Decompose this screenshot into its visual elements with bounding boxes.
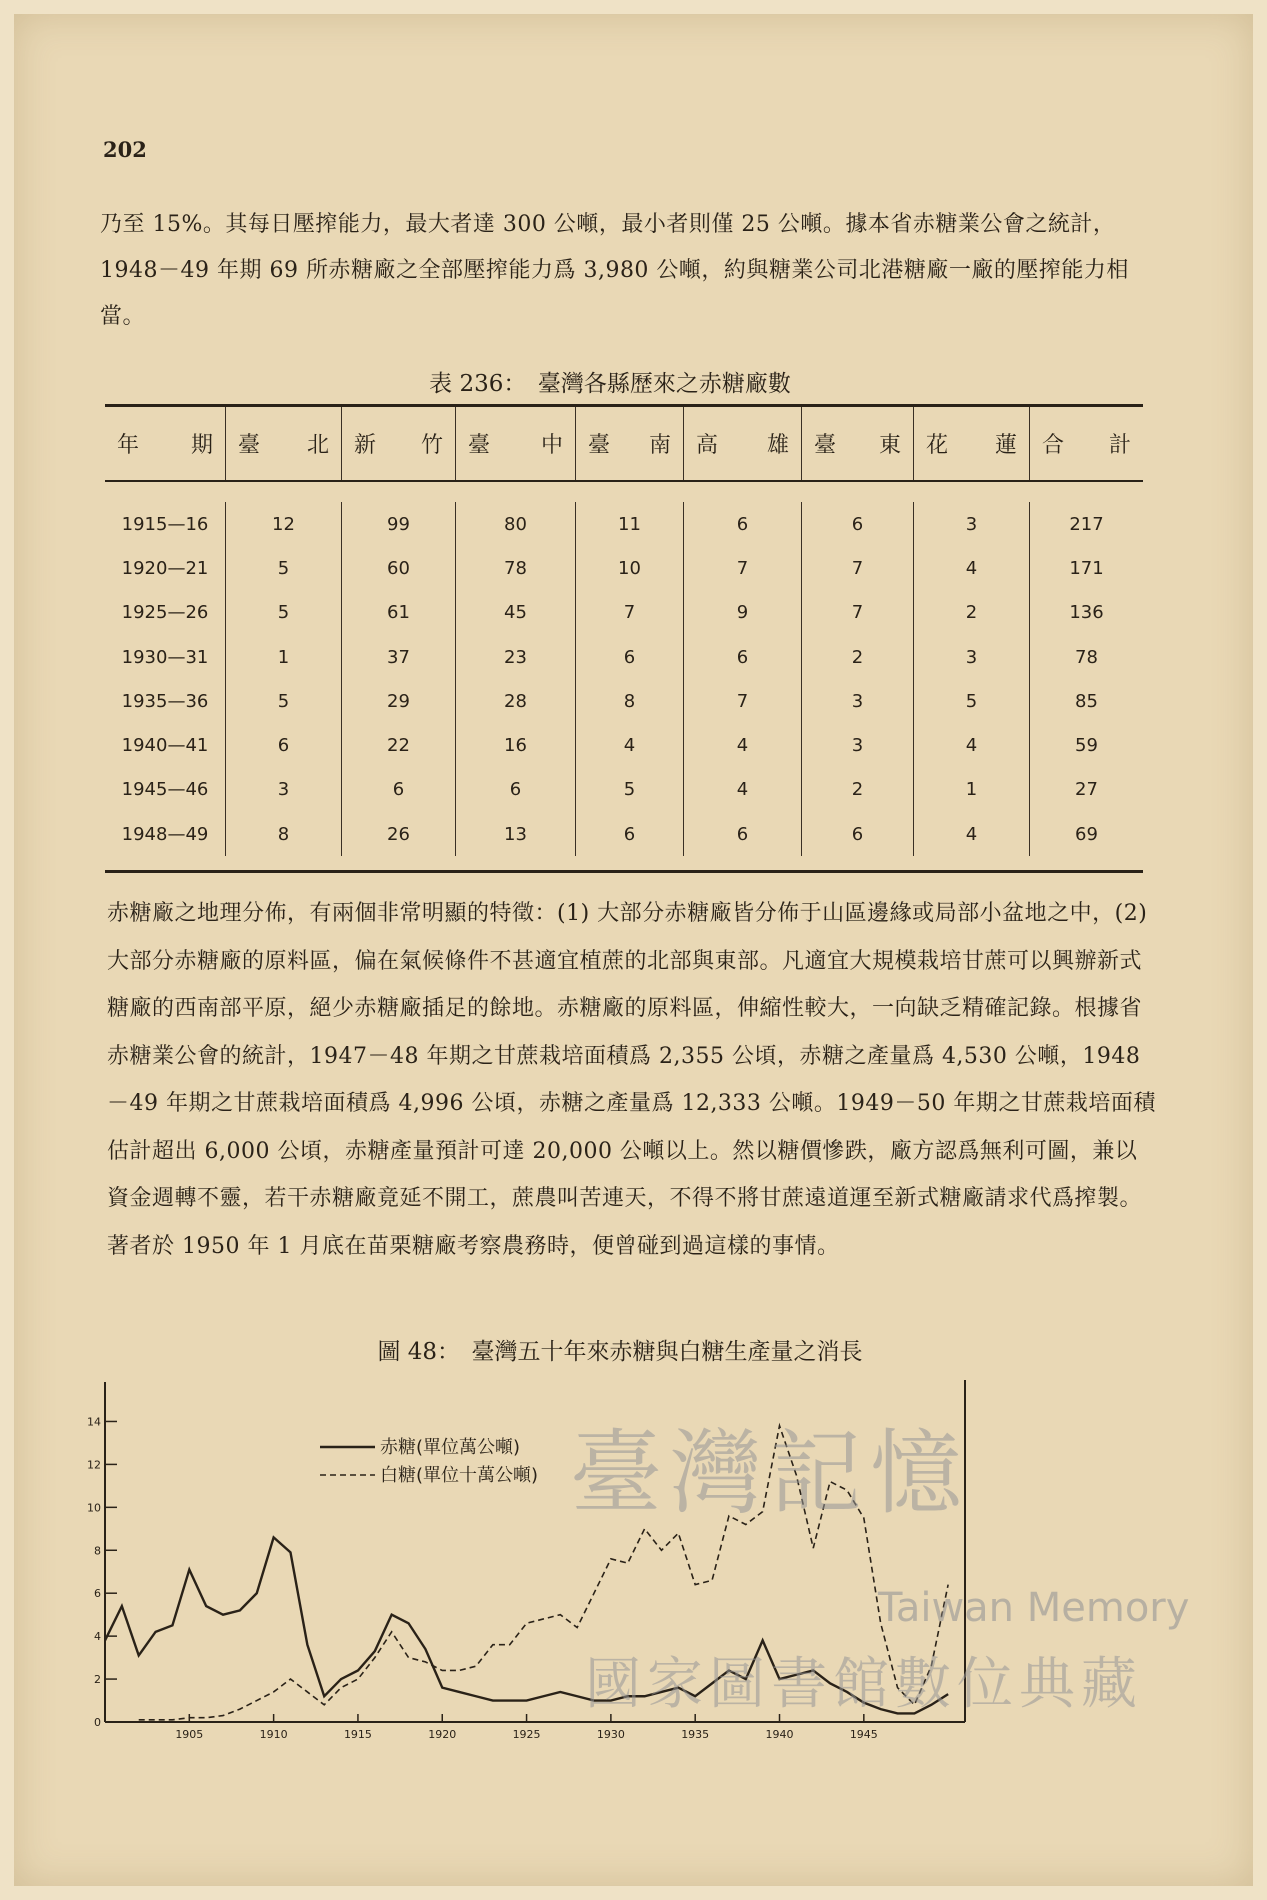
x-tick-label: 1920	[428, 1728, 457, 1741]
table-cell: 1940—41	[121, 735, 209, 757]
table-cell: 5	[225, 546, 341, 590]
table-cell: 60	[341, 546, 455, 590]
table-cell: 5	[225, 591, 341, 635]
table-header-cell: 臺 南	[575, 407, 683, 480]
sugar-factory-table	[105, 404, 1143, 873]
table-cell: 13	[455, 812, 575, 856]
table-cell: 2	[801, 635, 913, 679]
y-tick-label: 4	[94, 1630, 101, 1644]
table-cell: 3	[801, 679, 913, 723]
table-cell: 12	[225, 502, 341, 546]
table-cell: 4	[913, 812, 1029, 856]
table-cell: 171	[1029, 546, 1143, 590]
table-cell: 22	[341, 723, 455, 767]
table-cell: 5	[225, 679, 341, 723]
table-cell: 2	[913, 591, 1029, 635]
y-tick-label: 12	[87, 1458, 101, 1472]
table-cell: 217	[1029, 502, 1143, 546]
table-cell: 1935—36	[121, 690, 209, 712]
table-cell: 10	[575, 546, 683, 590]
table-cell: 1925—26	[121, 602, 209, 624]
table-header-cell: 臺 中	[455, 407, 575, 480]
table-caption: 表 236： 臺灣各縣歷來之赤糖廠數	[429, 371, 791, 397]
table-cell: 6	[225, 723, 341, 767]
table-cell: 37	[341, 635, 455, 679]
table-cell: 8	[575, 679, 683, 723]
table-cell: 3	[913, 635, 1029, 679]
table-cell: 1930—31	[121, 646, 209, 668]
y-tick-label: 10	[87, 1501, 101, 1515]
table-bottom-rule	[105, 870, 1143, 873]
table-row	[105, 635, 1143, 679]
table-cell: 6	[801, 812, 913, 856]
table-cell: 4	[683, 723, 801, 767]
table-cell: 3	[913, 502, 1029, 546]
table-row	[105, 546, 1143, 590]
y-tick-label: 6	[94, 1587, 101, 1601]
table-cell: 4	[683, 768, 801, 812]
table-cell: 59	[1029, 723, 1143, 767]
table-cell: 61	[341, 591, 455, 635]
table-header-cell: 高 雄	[683, 407, 801, 480]
table-header	[105, 407, 1143, 480]
table-cell: 1915—16	[121, 513, 209, 535]
table-row	[105, 768, 1143, 812]
table-cell: 11	[575, 502, 683, 546]
table-header-cell: 合 計	[1029, 407, 1143, 480]
table-cell: 3	[801, 723, 913, 767]
table-cell: 1948—49	[121, 823, 209, 845]
table-cell: 7	[801, 591, 913, 635]
table-cell: 6	[575, 812, 683, 856]
table-header-cell: 花 蓮	[913, 407, 1029, 480]
x-tick-label: 1905	[175, 1728, 204, 1741]
table-row	[105, 502, 1143, 546]
legend-label: 白糖(單位十萬公噸)	[380, 1465, 539, 1486]
watermark-org: 國家圖書館數位典藏	[585, 1652, 1143, 1717]
table-header-cell: 臺 東	[801, 407, 913, 480]
table-cell: 5	[913, 679, 1029, 723]
table-cell: 78	[455, 546, 575, 590]
paragraph-1: 乃至 15%。其每日壓搾能力，最大者達 300 公噸，最小者則僅 25 公噸。據本省赤糖業公會之統計，1948－49 年期 69 所赤糖廠之全部壓搾能力爲 3,980 公噸，約與糖業公司北港糖廠一廠的壓搾能力相當。	[100, 212, 1129, 329]
table-header-cell: 臺 北	[225, 407, 341, 480]
table-cell: 23	[455, 635, 575, 679]
table-body	[105, 482, 1143, 870]
x-tick-label: 1925	[512, 1728, 541, 1741]
table-cell: 4	[913, 546, 1029, 590]
table-cell: 1	[913, 768, 1029, 812]
table-cell: 2	[801, 768, 913, 812]
table-cell: 45	[455, 591, 575, 635]
table-header-cell: 新 竹	[341, 407, 455, 480]
table-cell: 6	[683, 635, 801, 679]
x-tick-label: 1915	[343, 1728, 372, 1741]
table-cell: 6	[683, 502, 801, 546]
table-cell: 5	[575, 768, 683, 812]
table-cell: 8	[225, 812, 341, 856]
table-cell: 6	[455, 768, 575, 812]
y-tick-label: 14	[87, 1415, 101, 1429]
paragraph-2: 赤糖廠之地理分佈，有兩個非常明顯的特徵：(1) 大部分赤糖廠皆分佈于山區邊緣或局部小盆地之中，(2) 大部分赤糖廠的原料區，偏在氣候條件不甚適宜植蔗的北部與東部。凡適宜大規模栽培甘蔗可以興辦新式糖廠的西南部平原，絕少赤糖廠插足的餘地。赤糖廠的原料區，伸縮性較大，一向缺乏精確記錄。根據省赤糖業公會的統計，1947－48 年期之甘蔗栽培面積爲 2,355 公頃，赤糖之產量爲 4,530 公噸，1948－49 年期之甘蔗栽培面積爲 4,996 公頃，赤糖之產量爲 12,333 公噸。1949－50 年期之甘蔗栽培面積估計超出 6,000 公頃，赤糖產量預計可達 20,000 公噸以上。然以糖價慘跌，廠方認爲無利可圖，兼以資金週轉不靈，若干赤糖廠竟延不開工，蔗農叫苦連天，不得不將甘蔗遠道運至新式糖廠請求代爲搾製。著者於 1950 年 1 月底在苗栗糖廠考察農務時，便曾碰到過這樣的事情。	[107, 901, 1156, 1259]
table-cell: 4	[575, 723, 683, 767]
x-tick-label: 1945	[849, 1728, 878, 1741]
table-cell: 16	[455, 723, 575, 767]
table-cell: 1	[225, 635, 341, 679]
table-cell: 6	[575, 635, 683, 679]
page-number: 202	[103, 137, 147, 162]
x-tick-label: 1940	[765, 1728, 794, 1741]
figure-caption: 圖 48： 臺灣五十年來赤糖與白糖生產量之消長	[377, 1339, 863, 1365]
table-cell: 136	[1029, 591, 1143, 635]
watermark-chinese: 臺灣記憶	[570, 1420, 971, 1527]
table-cell: 3	[225, 768, 341, 812]
table-cell: 6	[801, 502, 913, 546]
table-header-cell: 年 期	[117, 433, 213, 458]
y-tick-label: 2	[94, 1673, 101, 1687]
table-cell: 1945—46	[121, 779, 209, 801]
table-cell: 6	[683, 812, 801, 856]
table-cell: 6	[341, 768, 455, 812]
table-cell: 4	[913, 723, 1029, 767]
table-cell: 9	[683, 591, 801, 635]
watermark-english: Taiwan Memory	[878, 1585, 1190, 1631]
table-cell: 7	[575, 591, 683, 635]
x-tick-label: 1930	[596, 1728, 625, 1741]
table-cell: 7	[801, 546, 913, 590]
table-cell: 7	[683, 679, 801, 723]
x-tick-label: 1910	[259, 1728, 288, 1741]
table-cell: 80	[455, 502, 575, 546]
table-cell: 26	[341, 812, 455, 856]
table-cell: 1920—21	[121, 557, 209, 579]
table-cell: 27	[1029, 768, 1143, 812]
table-cell: 29	[341, 679, 455, 723]
table-row	[105, 812, 1143, 856]
table-row	[105, 591, 1143, 635]
table-cell: 69	[1029, 812, 1143, 856]
table-cell: 99	[341, 502, 455, 546]
x-tick-label: 1935	[681, 1728, 710, 1741]
table-cell: 28	[455, 679, 575, 723]
table-cell: 7	[683, 546, 801, 590]
y-tick-label: 8	[94, 1544, 101, 1558]
y-tick-label: 0	[94, 1716, 101, 1729]
table-row	[105, 723, 1143, 767]
table-cell: 78	[1029, 635, 1143, 679]
table-cell: 85	[1029, 679, 1143, 723]
legend-label: 赤糖(單位萬公噸)	[380, 1437, 521, 1458]
table-row	[105, 679, 1143, 723]
